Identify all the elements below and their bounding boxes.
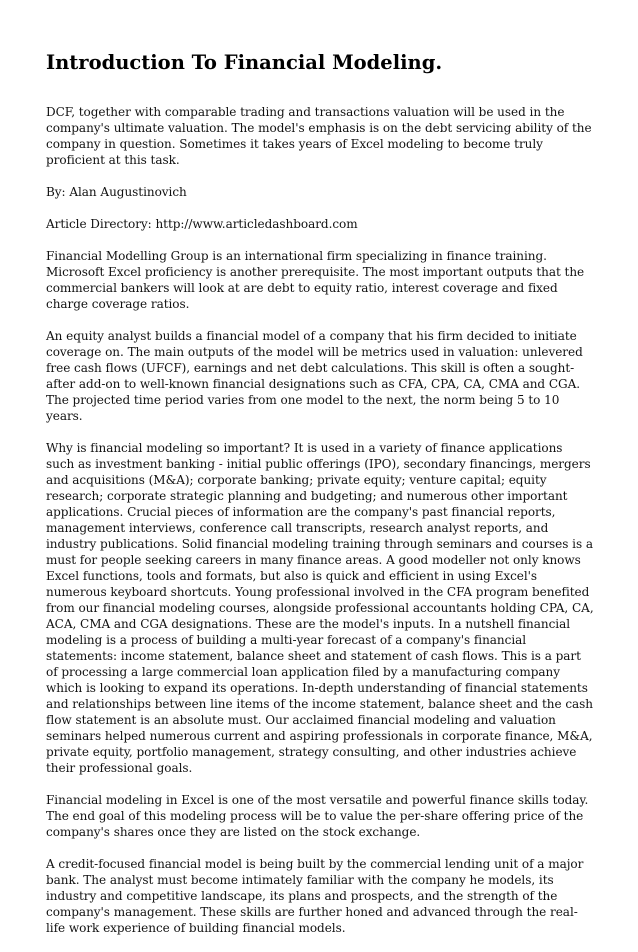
document-page: [46, 46, 594, 952]
article-body: [46, 104, 594, 936]
article-directory-line: Article Directory: http://www.articledashboard.com: [46, 217, 358, 231]
paragraph-why-important: Why is financial modeling so important? It is used in a variety of finance applications such as investment banking - initial public offerings (IPO), secondary financings, mergers and acquisitions (M&A); corporate banking; private equity; venture capital; equity research; corporate strategic planning and budgeting; and numerous other important applications. Crucial pieces of information are the company's past financial reports, management interviews, conference call transcripts, research analyst reports, and industry publications. Solid financial modeling training through seminars and courses is a must for people seeking careers in many finance areas. A good modeller not only knows Excel functions, tools and formats, but also is quick and efficient in using Excel's numerous keyboard shortcuts. Young professional involved in the CFA program benefited from our financial modeling courses, alongside professional accountants holding CPA, CA, ACA, CMA and CGA designations. These are the model's inputs. In a nutshell financial modeling is a process of building a multi-year forecast of a company's financial statements: income statement, balance sheet and statement of cash flows. This is a part of processing a large commercial loan application filed by a manufacturing company which is looking to expand its operations. In-depth understanding of financial statements and relationships between line items of the income statement, balance sheet and the cash flow statement is an absolute must. Our acclaimed financial modeling and valuation seminars helped numerous current and aspiring professionals in corporate finance, M&A, private equity, portfolio management, strategy consulting, and other industries achieve their professional goals.: [46, 441, 594, 775]
paragraph-credit-model: A credit-focused financial model is being built by the commercial lending unit of a major bank. The analyst must become intimately familiar with the company he models, its industry and competitive landscape, its plans and prospects, and the strength of the company's management. These skills are further honed and advanced through the real-life work experience of building financial models.: [46, 857, 584, 935]
paragraph-modelling-group: Financial Modelling Group is an international firm specializing in finance training. Microsoft Excel proficiency is another prerequisite. The most important outputs that the commercial bankers will look at are debt to equity ratio, interest coverage and fixed charge coverage ratios.: [46, 249, 585, 311]
author-line: By: Alan Augustinovich: [46, 185, 187, 199]
paragraph-equity-analyst: An equity analyst builds a financial model of a company that his firm decided to initiate coverage on. The main outputs of the model will be metrics used in valuation: unlevered free cash flows (UFCF), earnings and net debt calculations. This skill is often a sought-after add-on to well-known financial designations such as CFA, CPA, CA, CMA and CGA. The projected time period varies from one model to the next, the norm being 5 to 10 years.: [46, 329, 583, 423]
paragraph-intro: DCF, together with comparable trading and transactions valuation will be used in the company's ultimate valuation. The model's emphasis is on the debt servicing ability of the company in question. Sometimes it takes years of Excel modeling to become truly proficient at this task.: [46, 105, 592, 167]
page-title: Introduction To Financial Modeling.: [46, 51, 443, 74]
paragraph-excel-skills: Financial modeling in Excel is one of the most versatile and powerful finance skills today. The end goal of this modeling process will be to value the per-share offering price of the company's shares once they are listed on the stock exchange.: [46, 793, 589, 839]
